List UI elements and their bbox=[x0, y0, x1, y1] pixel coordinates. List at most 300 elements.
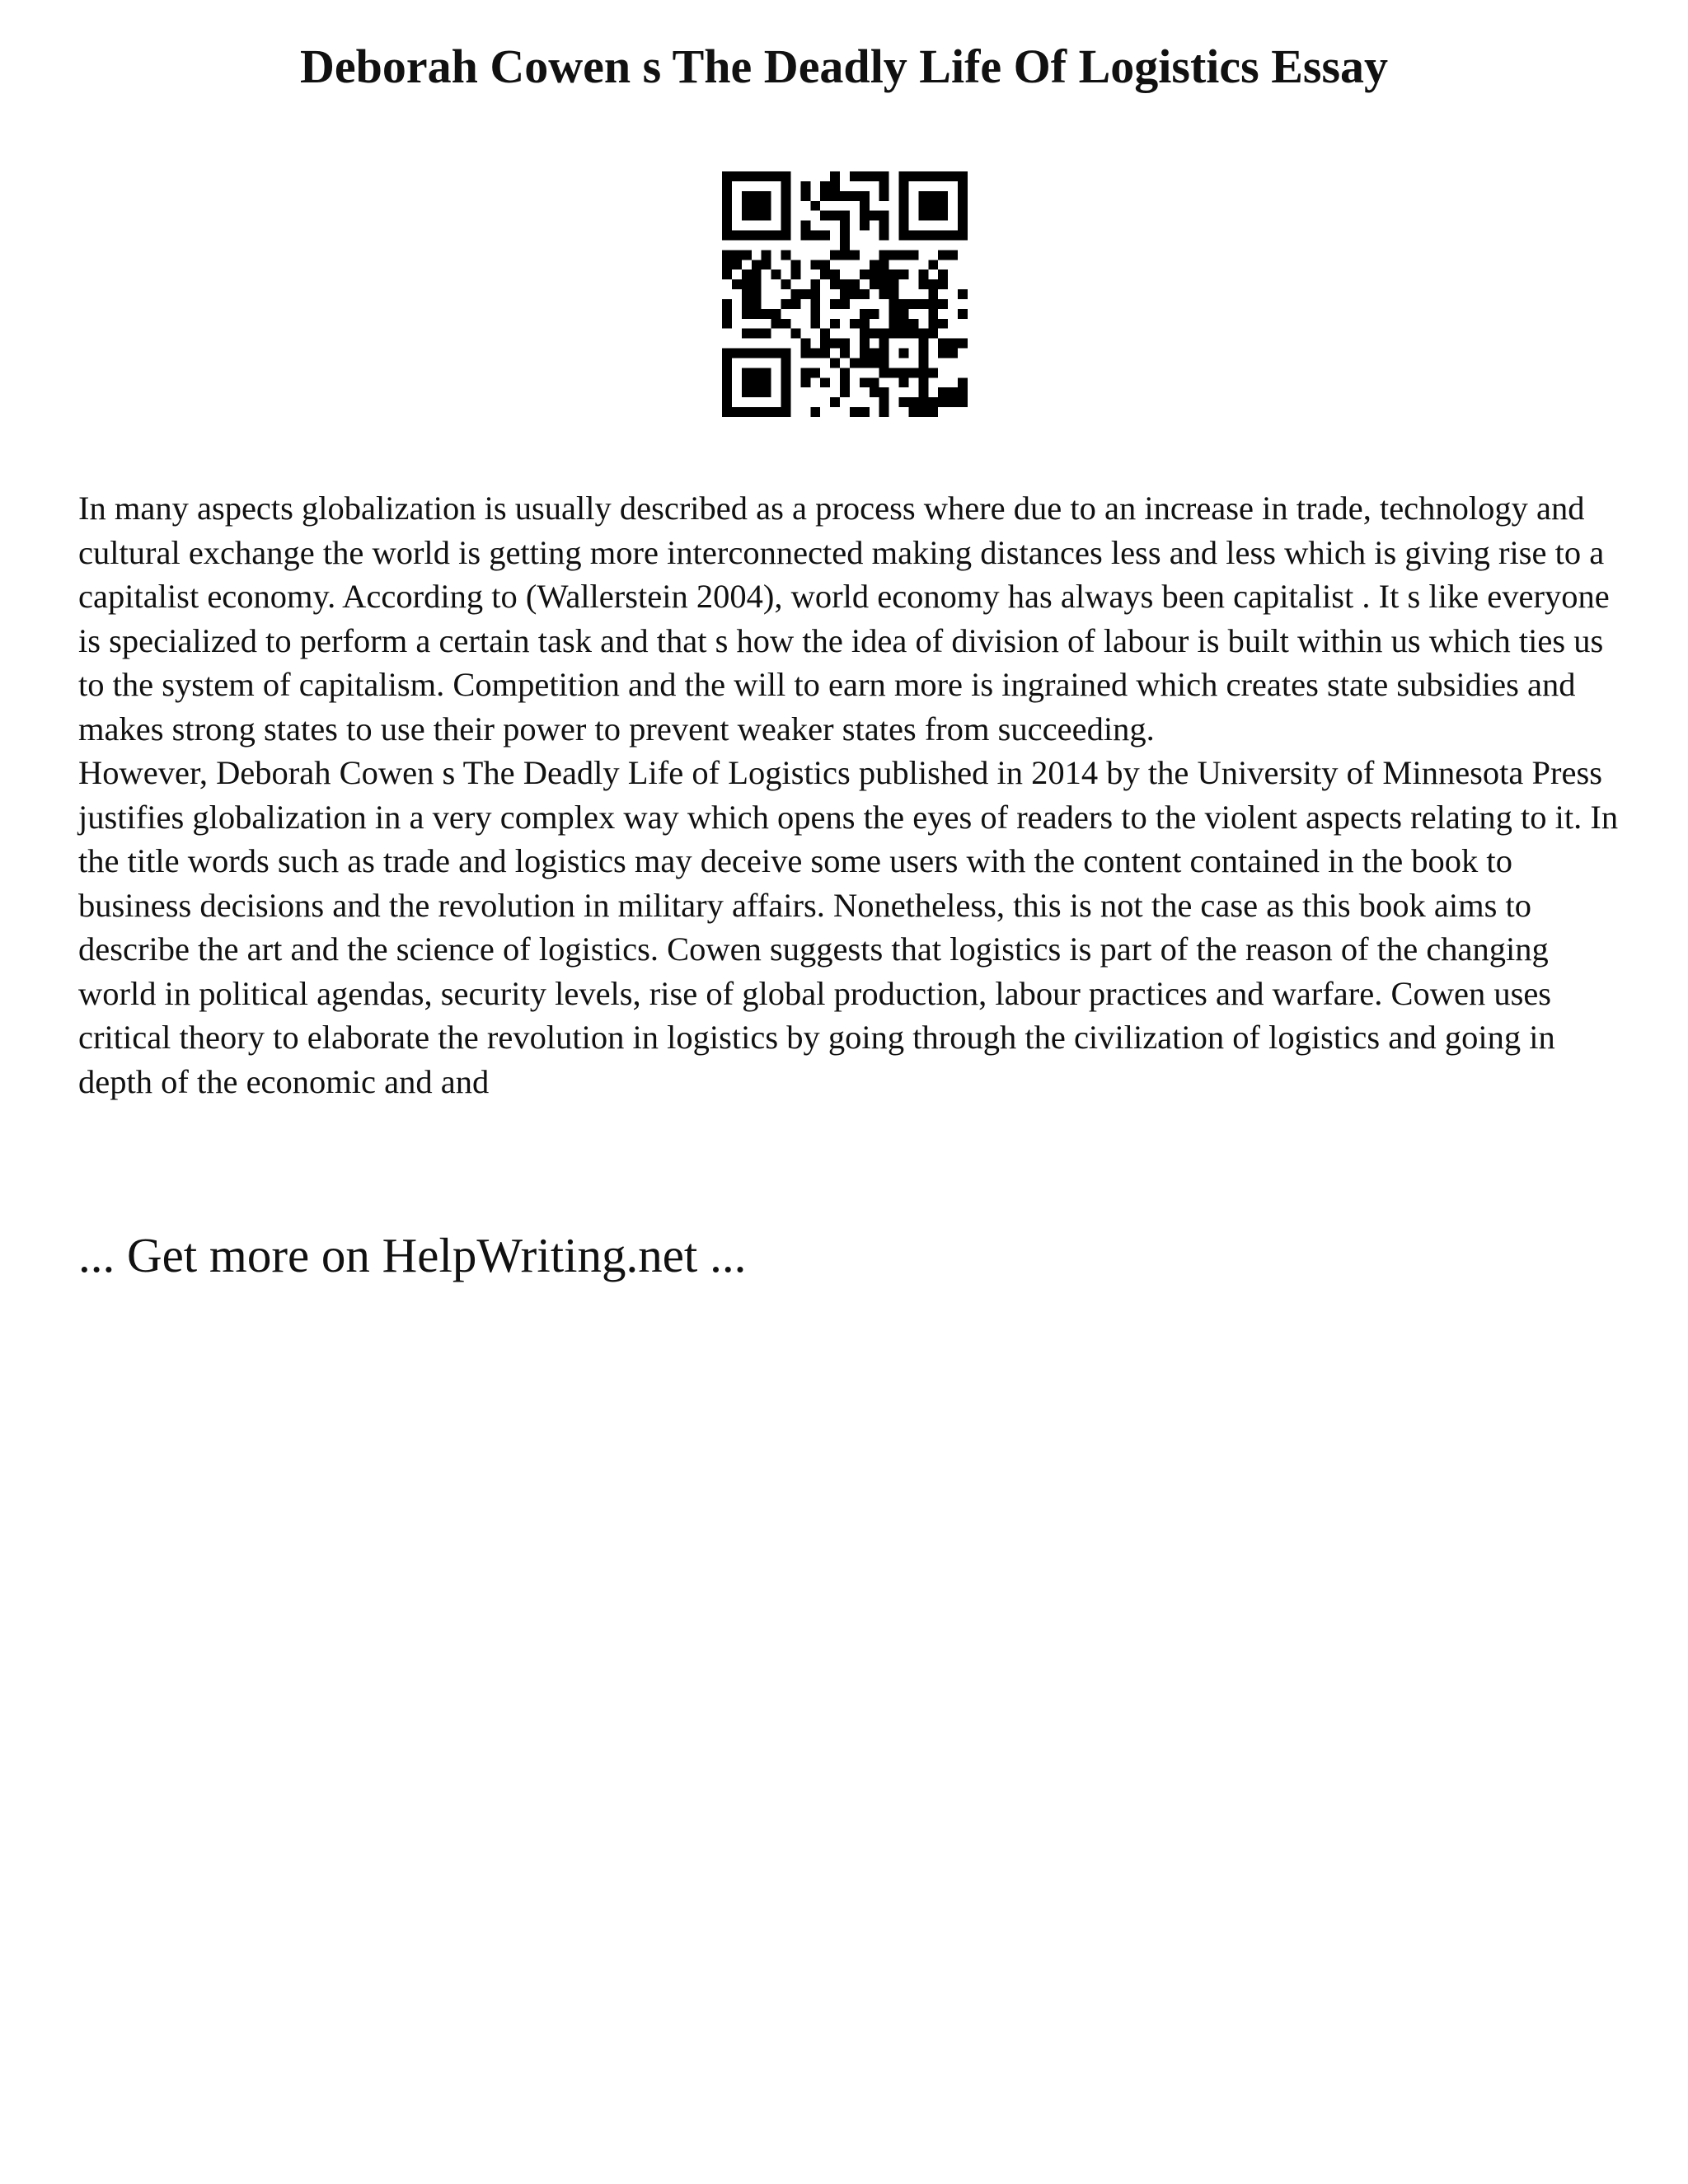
qr-module bbox=[830, 250, 840, 260]
qr-module bbox=[722, 250, 732, 260]
qr-module bbox=[899, 269, 909, 279]
qr-module bbox=[752, 349, 762, 359]
qr-module bbox=[820, 181, 830, 191]
qr-module bbox=[820, 339, 830, 349]
qr-module bbox=[732, 171, 742, 181]
qr-code-icon bbox=[722, 171, 968, 417]
qr-module bbox=[958, 339, 968, 349]
qr-module bbox=[918, 231, 928, 241]
qr-module bbox=[948, 231, 958, 241]
qr-module bbox=[722, 171, 732, 181]
qr-module bbox=[810, 299, 820, 309]
qr-module bbox=[781, 377, 791, 387]
qr-module bbox=[830, 299, 840, 309]
qr-module bbox=[722, 181, 732, 191]
qr-module bbox=[722, 191, 732, 201]
qr-module bbox=[879, 211, 889, 221]
document-title: Deborah Cowen s The Deadly Life Of Logistics Essay bbox=[299, 40, 1389, 93]
qr-module bbox=[860, 221, 870, 231]
qr-module bbox=[742, 269, 752, 279]
qr-module bbox=[752, 368, 762, 377]
qr-module bbox=[732, 250, 742, 260]
qr-module bbox=[938, 397, 948, 407]
qr-module bbox=[762, 329, 771, 339]
qr-module bbox=[889, 329, 899, 339]
qr-module bbox=[752, 269, 762, 279]
qr-module bbox=[781, 397, 791, 407]
qr-module bbox=[800, 349, 810, 359]
qr-module bbox=[899, 397, 909, 407]
qr-module bbox=[732, 349, 742, 359]
qr-module bbox=[938, 211, 948, 221]
qr-module bbox=[860, 358, 870, 368]
qr-module bbox=[958, 201, 968, 211]
qr-module bbox=[840, 349, 850, 359]
qr-module bbox=[752, 387, 762, 397]
essay-body bbox=[78, 486, 1620, 1104]
qr-module bbox=[722, 377, 732, 387]
qr-module bbox=[820, 211, 830, 221]
qr-module bbox=[722, 358, 732, 368]
qr-module bbox=[781, 191, 791, 201]
qr-module bbox=[928, 299, 938, 309]
qr-module bbox=[918, 279, 928, 289]
qr-module bbox=[889, 368, 899, 377]
qr-module bbox=[958, 289, 968, 299]
qr-module bbox=[860, 377, 870, 387]
qr-module bbox=[918, 407, 928, 417]
qr-module bbox=[899, 171, 909, 181]
qr-module bbox=[850, 319, 860, 329]
qr-module bbox=[860, 407, 870, 417]
qr-module bbox=[762, 377, 771, 387]
qr-module bbox=[928, 329, 938, 339]
qr-module bbox=[879, 407, 889, 417]
qr-module bbox=[908, 368, 918, 377]
qr-module bbox=[781, 279, 791, 289]
qr-module bbox=[752, 171, 762, 181]
qr-module bbox=[889, 250, 899, 260]
qr-module bbox=[752, 407, 762, 417]
qr-module bbox=[938, 299, 948, 309]
qr-module bbox=[742, 250, 752, 260]
qr-module bbox=[908, 250, 918, 260]
qr-module bbox=[918, 368, 928, 377]
qr-module bbox=[918, 269, 928, 279]
qr-module bbox=[958, 309, 968, 319]
qr-module bbox=[870, 211, 879, 221]
qr-module bbox=[752, 377, 762, 387]
qr-module bbox=[889, 269, 899, 279]
qr-module bbox=[790, 289, 800, 299]
qr-module bbox=[958, 397, 968, 407]
qr-module bbox=[781, 231, 791, 241]
qr-module bbox=[800, 221, 810, 231]
qr-module bbox=[928, 260, 938, 269]
qr-module bbox=[879, 231, 889, 241]
qr-module bbox=[722, 231, 732, 241]
qr-module bbox=[879, 269, 889, 279]
qr-module bbox=[879, 191, 889, 201]
qr-module bbox=[820, 349, 830, 359]
qr-module bbox=[948, 397, 958, 407]
qr-module bbox=[752, 329, 762, 339]
qr-module bbox=[830, 279, 840, 289]
qr-module bbox=[830, 171, 840, 181]
qr-module bbox=[781, 250, 791, 260]
qr-module bbox=[928, 191, 938, 201]
qr-module bbox=[810, 309, 820, 319]
qr-module bbox=[742, 349, 752, 359]
qr-module bbox=[771, 171, 781, 181]
qr-module bbox=[899, 349, 909, 359]
qr-module bbox=[879, 368, 889, 377]
qr-module bbox=[810, 279, 820, 289]
qr-module bbox=[879, 250, 889, 260]
qr-module bbox=[938, 250, 948, 260]
qr-module bbox=[781, 201, 791, 211]
qr-module bbox=[860, 289, 870, 299]
qr-module bbox=[879, 358, 889, 368]
qr-module bbox=[810, 319, 820, 329]
paragraph-1: In many aspects globalization is usually described as a process where due to an increase in trade, technology and cultural exchange the world is getting more interconnected making distances less and less which is giving rise to a capitalist economy. According to (Wallerstein 2004), world economy has always been capitalist . It s like everyone is specialized to perform a certain task and that s how the idea of division of labour is built within us which ties us to the system of capitalism. Competition and the will to earn more is ingrained which creates state subsidies and makes strong states to use their power to prevent weaker states from succeeding. bbox=[78, 490, 1610, 748]
qr-module bbox=[860, 339, 870, 349]
qr-module bbox=[840, 191, 850, 201]
qr-module bbox=[958, 171, 968, 181]
qr-module bbox=[781, 368, 791, 377]
qr-module bbox=[889, 309, 899, 319]
qr-module bbox=[860, 211, 870, 221]
qr-module bbox=[781, 358, 791, 368]
qr-module bbox=[889, 289, 899, 299]
qr-module bbox=[918, 329, 928, 339]
qr-module bbox=[820, 269, 830, 279]
qr-module bbox=[899, 191, 909, 201]
qr-module bbox=[840, 368, 850, 377]
qr-module bbox=[762, 407, 771, 417]
qr-module bbox=[800, 181, 810, 191]
qr-module bbox=[870, 358, 879, 368]
qr-module bbox=[850, 279, 860, 289]
qr-module bbox=[928, 201, 938, 211]
qr-module bbox=[928, 309, 938, 319]
qr-module bbox=[860, 309, 870, 319]
qr-module bbox=[948, 250, 958, 260]
qr-module bbox=[742, 289, 752, 299]
qr-module bbox=[762, 387, 771, 397]
qr-module bbox=[752, 201, 762, 211]
qr-module bbox=[752, 211, 762, 221]
qr-module bbox=[830, 181, 840, 191]
qr-module bbox=[810, 289, 820, 299]
qr-module bbox=[840, 279, 850, 289]
qr-module bbox=[938, 269, 948, 279]
qr-module bbox=[820, 231, 830, 241]
qr-module bbox=[762, 171, 771, 181]
qr-module bbox=[899, 201, 909, 211]
qr-module bbox=[948, 339, 958, 349]
qr-module bbox=[722, 221, 732, 231]
qr-module bbox=[810, 260, 820, 269]
qr-module bbox=[840, 211, 850, 221]
qr-module bbox=[742, 191, 752, 201]
qr-module bbox=[762, 211, 771, 221]
qr-module bbox=[958, 231, 968, 241]
qr-module bbox=[771, 407, 781, 417]
qr-module bbox=[850, 358, 860, 368]
qr-module bbox=[870, 171, 879, 181]
qr-module bbox=[742, 171, 752, 181]
qr-module bbox=[908, 329, 918, 339]
qr-module bbox=[928, 407, 938, 417]
qr-module bbox=[860, 171, 870, 181]
qr-module bbox=[958, 387, 968, 397]
qr-module bbox=[771, 269, 781, 279]
qr-module bbox=[948, 387, 958, 397]
qr-module bbox=[908, 299, 918, 309]
qr-module bbox=[830, 191, 840, 201]
qr-module bbox=[722, 368, 732, 377]
qr-module bbox=[781, 221, 791, 231]
qr-module bbox=[850, 171, 860, 181]
qr-module bbox=[850, 289, 860, 299]
qr-module bbox=[790, 260, 800, 269]
qr-module bbox=[870, 329, 879, 339]
qr-module bbox=[762, 309, 771, 319]
qr-module bbox=[928, 289, 938, 299]
qr-module bbox=[879, 171, 889, 181]
qr-module bbox=[840, 339, 850, 349]
qr-module bbox=[722, 407, 732, 417]
qr-module bbox=[958, 211, 968, 221]
qr-module bbox=[899, 211, 909, 221]
qr-module bbox=[928, 319, 938, 329]
qr-module bbox=[762, 201, 771, 211]
qr-module bbox=[722, 397, 732, 407]
qr-module bbox=[800, 339, 810, 349]
qr-module bbox=[810, 201, 820, 211]
qr-module bbox=[908, 171, 918, 181]
qr-module bbox=[781, 211, 791, 221]
qr-module bbox=[899, 377, 909, 387]
qr-module bbox=[771, 349, 781, 359]
qr-module bbox=[830, 358, 840, 368]
qr-module bbox=[938, 387, 948, 397]
qr-module bbox=[732, 231, 742, 241]
qr-module bbox=[948, 349, 958, 359]
qr-module bbox=[840, 299, 850, 309]
qr-module bbox=[800, 377, 810, 387]
qr-module bbox=[908, 407, 918, 417]
qr-module bbox=[742, 211, 752, 221]
qr-module bbox=[742, 201, 752, 211]
qr-module bbox=[742, 329, 752, 339]
qr-module bbox=[879, 329, 889, 339]
qr-module bbox=[840, 221, 850, 231]
qr-module bbox=[928, 211, 938, 221]
qr-module bbox=[781, 319, 791, 329]
qr-module bbox=[870, 269, 879, 279]
qr-module bbox=[830, 397, 840, 407]
qr-module bbox=[742, 368, 752, 377]
qr-module bbox=[840, 387, 850, 397]
qr-module bbox=[840, 377, 850, 387]
qr-module bbox=[938, 349, 948, 359]
qr-module bbox=[762, 349, 771, 359]
qr-module bbox=[820, 377, 830, 387]
qr-module bbox=[762, 368, 771, 377]
qr-module bbox=[860, 201, 870, 211]
qr-module bbox=[762, 231, 771, 241]
qr-module bbox=[918, 299, 928, 309]
qr-module bbox=[918, 211, 928, 221]
qr-module bbox=[742, 407, 752, 417]
qr-module bbox=[781, 407, 791, 417]
qr-module bbox=[742, 299, 752, 309]
qr-module bbox=[752, 231, 762, 241]
qr-module bbox=[810, 349, 820, 359]
qr-module bbox=[850, 191, 860, 201]
qr-module bbox=[860, 329, 870, 339]
qr-module bbox=[928, 279, 938, 289]
qr-module bbox=[870, 279, 879, 289]
qr-module bbox=[958, 191, 968, 201]
qr-module bbox=[918, 171, 928, 181]
qr-module bbox=[889, 319, 899, 329]
qr-module bbox=[870, 349, 879, 359]
qr-module bbox=[879, 387, 889, 397]
qr-module bbox=[722, 260, 732, 269]
qr-module bbox=[918, 349, 928, 359]
qr-module bbox=[781, 181, 791, 191]
qr-module bbox=[889, 279, 899, 289]
qr-module bbox=[899, 368, 909, 377]
qr-module bbox=[830, 211, 840, 221]
qr-module bbox=[908, 397, 918, 407]
qr-module bbox=[840, 250, 850, 260]
qr-module bbox=[870, 377, 879, 387]
qr-module bbox=[742, 231, 752, 241]
qr-module bbox=[800, 289, 810, 299]
qr-module bbox=[732, 260, 742, 269]
qr-module bbox=[889, 299, 899, 309]
qr-module bbox=[938, 319, 948, 329]
qr-module bbox=[752, 299, 762, 309]
qr-module bbox=[771, 231, 781, 241]
qr-module bbox=[918, 397, 928, 407]
qr-module bbox=[928, 368, 938, 377]
qr-module bbox=[810, 407, 820, 417]
qr-module bbox=[928, 171, 938, 181]
qr-module bbox=[752, 279, 762, 289]
qr-module bbox=[879, 260, 889, 269]
qr-module bbox=[840, 231, 850, 241]
qr-module bbox=[918, 339, 928, 349]
qr-module bbox=[908, 231, 918, 241]
qr-module bbox=[771, 319, 781, 329]
qr-module bbox=[722, 269, 732, 279]
qr-module bbox=[722, 309, 732, 319]
qr-module bbox=[742, 279, 752, 289]
qr-module bbox=[918, 191, 928, 201]
qr-module bbox=[938, 339, 948, 349]
qr-module bbox=[800, 231, 810, 241]
qr-module bbox=[752, 191, 762, 201]
qr-module bbox=[948, 171, 958, 181]
qr-module bbox=[879, 397, 889, 407]
qr-module bbox=[752, 289, 762, 299]
qr-module bbox=[762, 191, 771, 201]
qr-module bbox=[938, 201, 948, 211]
qr-module bbox=[899, 231, 909, 241]
paragraph-2: However, Deborah Cowen s The Deadly Life of Logistics published in 2014 by the University of Minnesota Press justifies globalization in a very complex way which opens the eyes of readers to the violent aspects relating to it. In the title words such as trade and logistics may deceive some users with the content contained in the book to business decisions and the revolution in military affairs. Nonetheless, this is not the case as this book aims to describe the art and the science of logistics. Cowen suggests that logistics is part of the reason of the changing world in political agendas, security levels, rise of global production, labour practices and warfare. Cowen uses critical theory to elaborate the revolution in logistics by going through the civilization of logistics and going in depth of the economic and and bbox=[78, 754, 1619, 1100]
qr-module bbox=[938, 279, 948, 289]
qr-module bbox=[820, 191, 830, 201]
qr-module bbox=[928, 231, 938, 241]
qr-module bbox=[958, 377, 968, 387]
qr-module bbox=[938, 171, 948, 181]
qr-module bbox=[722, 211, 732, 221]
qr-module bbox=[732, 279, 742, 289]
qr-module bbox=[918, 387, 928, 397]
qr-module bbox=[752, 260, 762, 269]
qr-module bbox=[870, 309, 879, 319]
qr-module bbox=[899, 309, 909, 319]
qr-module bbox=[722, 319, 732, 329]
qr-module bbox=[810, 231, 820, 241]
qr-module bbox=[781, 349, 791, 359]
qr-module bbox=[879, 289, 889, 299]
qr-module bbox=[908, 319, 918, 329]
qr-module bbox=[742, 387, 752, 397]
qr-module bbox=[899, 221, 909, 231]
qr-module bbox=[899, 299, 909, 309]
qr-module bbox=[860, 191, 870, 201]
qr-module bbox=[918, 358, 928, 368]
qr-module bbox=[722, 349, 732, 359]
qr-module bbox=[879, 349, 889, 359]
qr-module bbox=[781, 387, 791, 397]
qr-module bbox=[790, 299, 800, 309]
qr-module bbox=[840, 289, 850, 299]
qr-module bbox=[958, 221, 968, 231]
qr-module bbox=[958, 181, 968, 191]
qr-module bbox=[899, 319, 909, 329]
qr-module bbox=[860, 349, 870, 359]
qr-module bbox=[762, 250, 771, 260]
get-more-link[interactable]: ... Get more on HelpWriting.net ... bbox=[78, 1228, 747, 1282]
qr-module bbox=[742, 309, 752, 319]
qr-module bbox=[781, 171, 791, 181]
qr-module bbox=[840, 240, 850, 250]
qr-module bbox=[830, 269, 840, 279]
qr-module bbox=[860, 319, 870, 329]
qr-module bbox=[879, 181, 889, 191]
qr-module bbox=[830, 339, 840, 349]
qr-module bbox=[781, 299, 791, 309]
qr-module bbox=[899, 329, 909, 339]
qr-module bbox=[732, 407, 742, 417]
qr-module bbox=[810, 368, 820, 377]
qr-module bbox=[790, 329, 800, 339]
qr-module bbox=[899, 250, 909, 260]
qr-module bbox=[860, 269, 870, 279]
qr-module bbox=[870, 260, 879, 269]
qr-module bbox=[800, 368, 810, 377]
qr-module bbox=[899, 181, 909, 191]
qr-module bbox=[742, 377, 752, 387]
qr-module bbox=[800, 191, 810, 201]
